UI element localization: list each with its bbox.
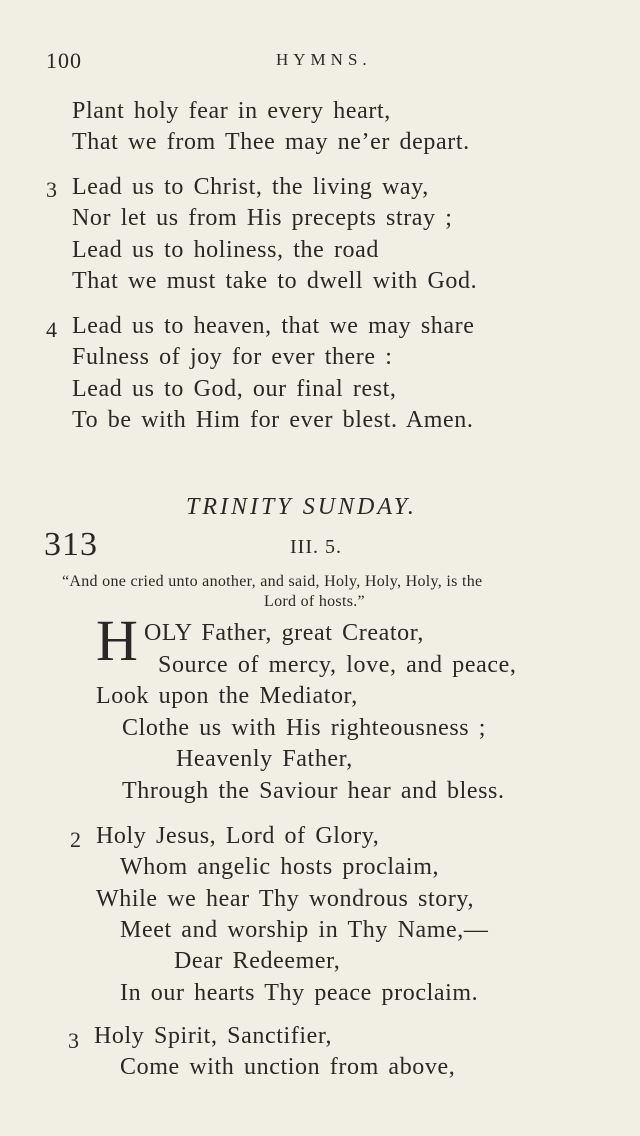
verse-line: Plant holy fear in every heart, bbox=[72, 98, 391, 124]
verse-line: Lead us to God, our final rest, bbox=[72, 376, 397, 402]
verse-line: OLY Father, great Creator, bbox=[144, 620, 424, 646]
section-title: TRINITY SUNDAY. bbox=[186, 494, 417, 520]
verse-line: To be with Him for ever blest. Amen. bbox=[72, 407, 474, 433]
verse-line: Look upon the Mediator, bbox=[96, 683, 358, 709]
epigraph-line: Lord of hosts.” bbox=[264, 593, 365, 610]
verse-number: 2 bbox=[70, 827, 81, 852]
verse-line: That we from Thee may ne’er depart. bbox=[72, 129, 470, 155]
drop-cap: H bbox=[96, 608, 138, 673]
epigraph-line: “And one cried unto another, and said, Holy, Holy, Holy, is the bbox=[62, 573, 483, 590]
verse-number: 3 bbox=[46, 177, 57, 202]
verse-number: 4 bbox=[46, 317, 57, 342]
verse-line: Holy Jesus, Lord of Glory, bbox=[96, 823, 380, 849]
verse-line: Fulness of joy for ever there : bbox=[72, 344, 393, 370]
verse-line: In our hearts Thy peace proclaim. bbox=[120, 980, 479, 1006]
verse-line: Clothe us with His righteousness ; bbox=[122, 715, 487, 741]
running-title: HYMNS. bbox=[276, 50, 372, 69]
verse-line: Through the Saviour hear and bless. bbox=[122, 778, 505, 804]
verse-line: Nor let us from His precepts stray ; bbox=[72, 205, 453, 231]
verse-line: While we hear Thy wondrous story, bbox=[96, 886, 475, 912]
verse-line: Whom angelic hosts proclaim, bbox=[120, 854, 440, 880]
verse-line: Come with unction from above, bbox=[120, 1054, 456, 1080]
verse-line: Lead us to heaven, that we may share bbox=[72, 313, 475, 339]
verse-line: Lead us to holiness, the road bbox=[72, 237, 380, 263]
hymn-meter: III. 5. bbox=[290, 536, 342, 558]
verse-line: Heavenly Father, bbox=[176, 746, 353, 772]
verse-line: That we must take to dwell with God. bbox=[72, 268, 478, 294]
verse-line: Lead us to Christ, the living way, bbox=[72, 174, 429, 200]
hymn-number: 313 bbox=[44, 526, 98, 563]
verse-line: Source of mercy, love, and peace, bbox=[158, 652, 517, 678]
verse-number: 3 bbox=[68, 1028, 79, 1053]
verse-line: Meet and worship in Thy Name,— bbox=[120, 917, 489, 943]
verse-line: Holy Spirit, Sanctifier, bbox=[94, 1023, 333, 1049]
page-number: 100 bbox=[46, 48, 82, 73]
verse-line: Dear Redeemer, bbox=[174, 948, 341, 974]
